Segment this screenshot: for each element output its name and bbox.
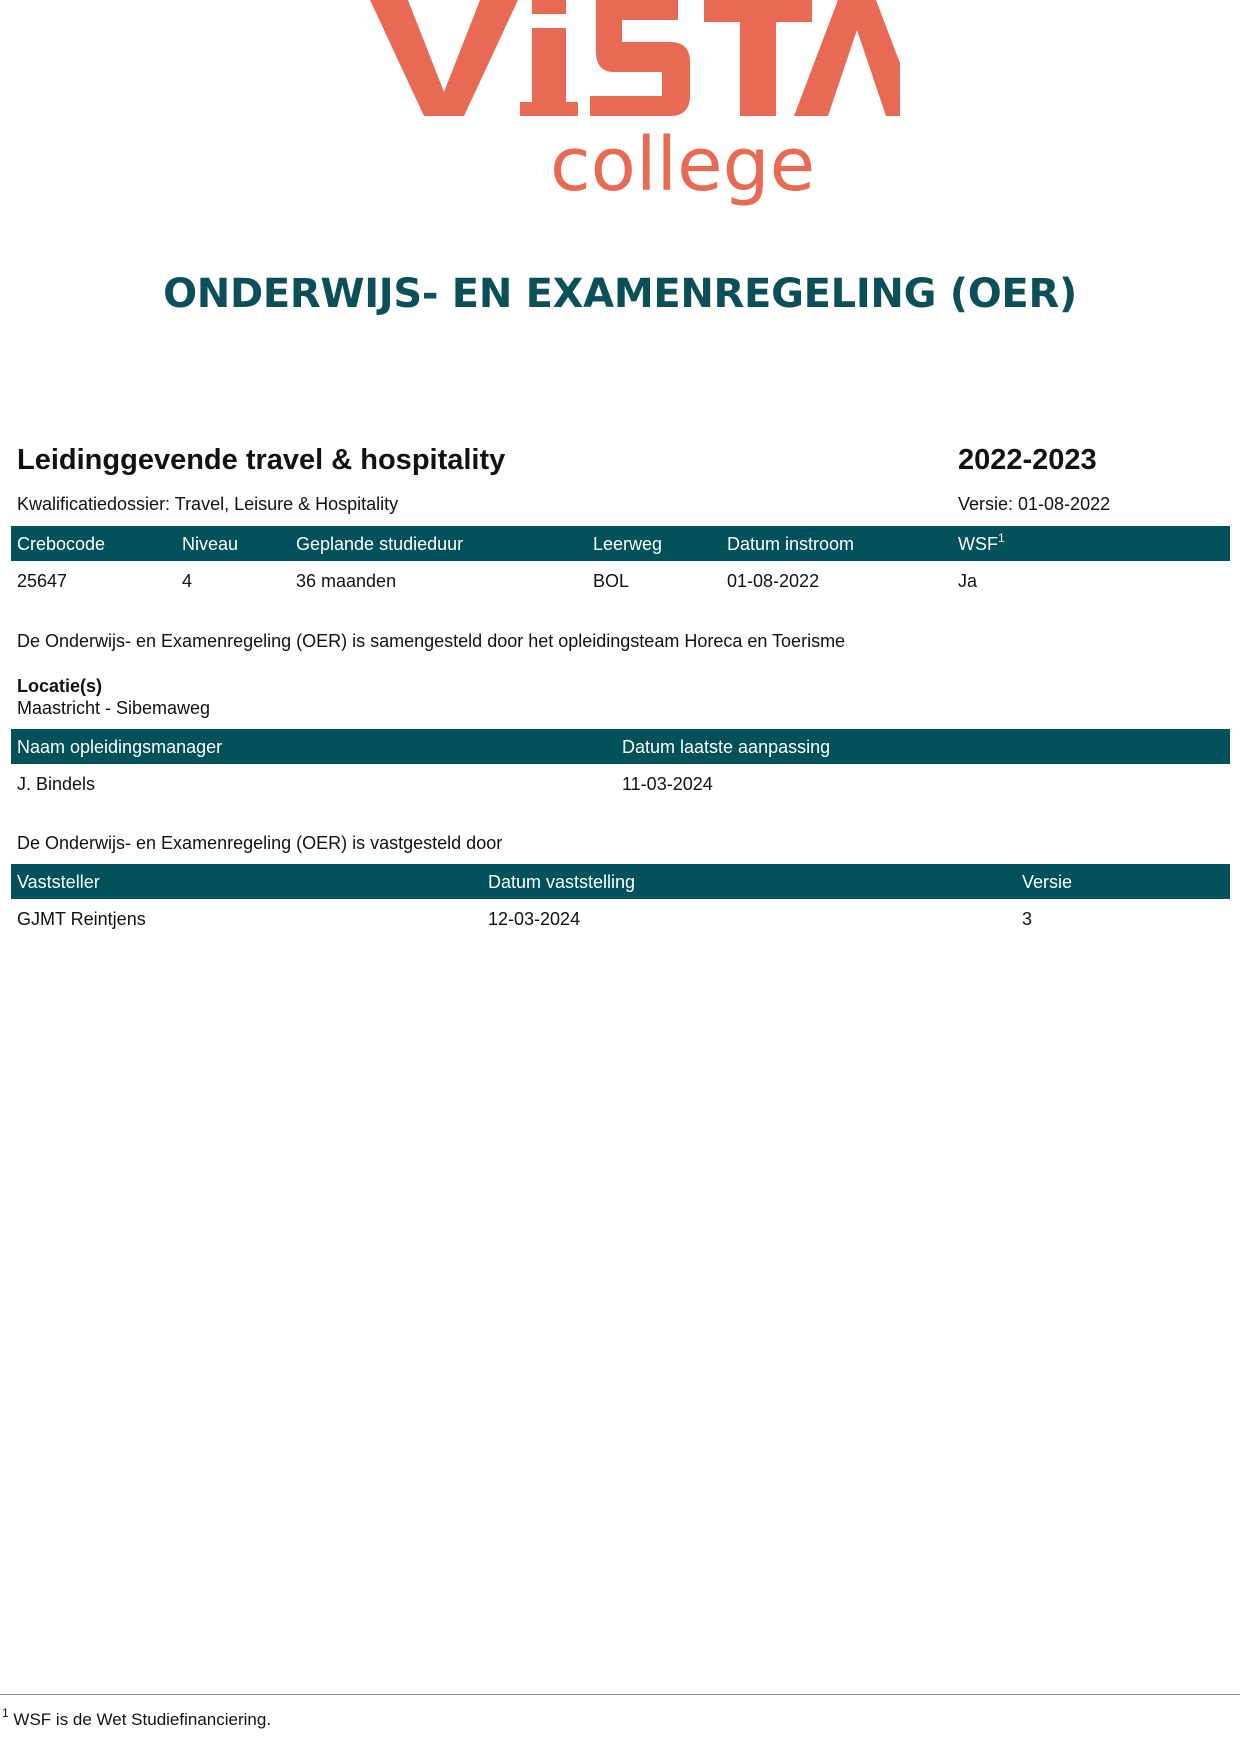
manager-table-header (11, 729, 1230, 764)
locations-label: Locatie(s) (17, 676, 103, 696)
logo-college-text: college (550, 122, 816, 208)
cell-studieduur: 36 maanden (296, 571, 397, 591)
header-laatste-aanpassing: Datum laatste aanpassing (622, 737, 831, 757)
school-year: 2022-2023 (958, 444, 1097, 476)
qualification-dossier: Kwalificatiedossier: Travel, Leisure & Hospitality (17, 494, 399, 514)
locations-value: Maastricht - Sibemaweg (17, 698, 211, 718)
header-opleidingsmanager: Naam opleidingsmanager (17, 737, 223, 757)
qualification-table-row (11, 563, 1230, 598)
qualification-table-header (11, 526, 1230, 561)
header-versie: Versie (1022, 872, 1073, 892)
cell-datum-instroom: 01-08-2022 (727, 571, 820, 591)
adoption-table-header (11, 864, 1230, 899)
cell-laatste-aanpassing: 11-03-2024 (622, 774, 713, 794)
footnote-mark: 1 (2, 1706, 9, 1720)
header-wsf (958, 531, 1005, 555)
adopted-by-text: De Onderwijs- en Examenregeling (OER) is vastgesteld door (17, 833, 503, 853)
cell-vaststeller: GJMT Reintjens (17, 909, 146, 929)
header-wsf-label: WSF (958, 534, 998, 554)
footnote-text: WSF is de Wet Studiefinanciering. (13, 1710, 272, 1729)
cell-wsf: Ja (958, 571, 978, 591)
document-title: ONDERWIJS- EN EXAMENREGELING (OER) (163, 271, 1077, 317)
wsf-footnote-mark: 1 (998, 531, 1005, 545)
header-datum-vaststelling: Datum vaststelling (488, 872, 636, 892)
cell-leerweg: BOL (593, 571, 630, 591)
cell-versie: 3 (1022, 909, 1033, 929)
cell-crebocode: 25647 (17, 571, 68, 591)
header-crebocode: Crebocode (17, 534, 106, 554)
vista-college-logo (360, 0, 900, 210)
adoption-table-row (11, 901, 1230, 936)
manager-table-row (11, 766, 1230, 801)
header-vaststeller: Vaststeller (17, 872, 100, 892)
cell-niveau: 4 (182, 571, 193, 591)
qualification-name: Leidinggevende travel & hospitality (17, 444, 506, 476)
header-studieduur: Geplande studieduur (296, 534, 464, 554)
header-niveau: Niveau (182, 534, 239, 554)
compiled-by-text: De Onderwijs- en Examenregeling (OER) is samengesteld door het opleidingsteam Horeca en Toerisme (17, 631, 846, 651)
cell-opleidingsmanager: J. Bindels (17, 774, 96, 794)
footnote (2, 1706, 272, 1730)
header-leerweg: Leerweg (593, 534, 663, 554)
cell-datum-vaststelling: 12-03-2024 (488, 909, 581, 929)
header-datum-instroom: Datum instroom (727, 534, 855, 554)
footnote-divider (0, 1694, 1240, 1695)
version-date: Versie: 01-08-2022 (958, 494, 1111, 514)
